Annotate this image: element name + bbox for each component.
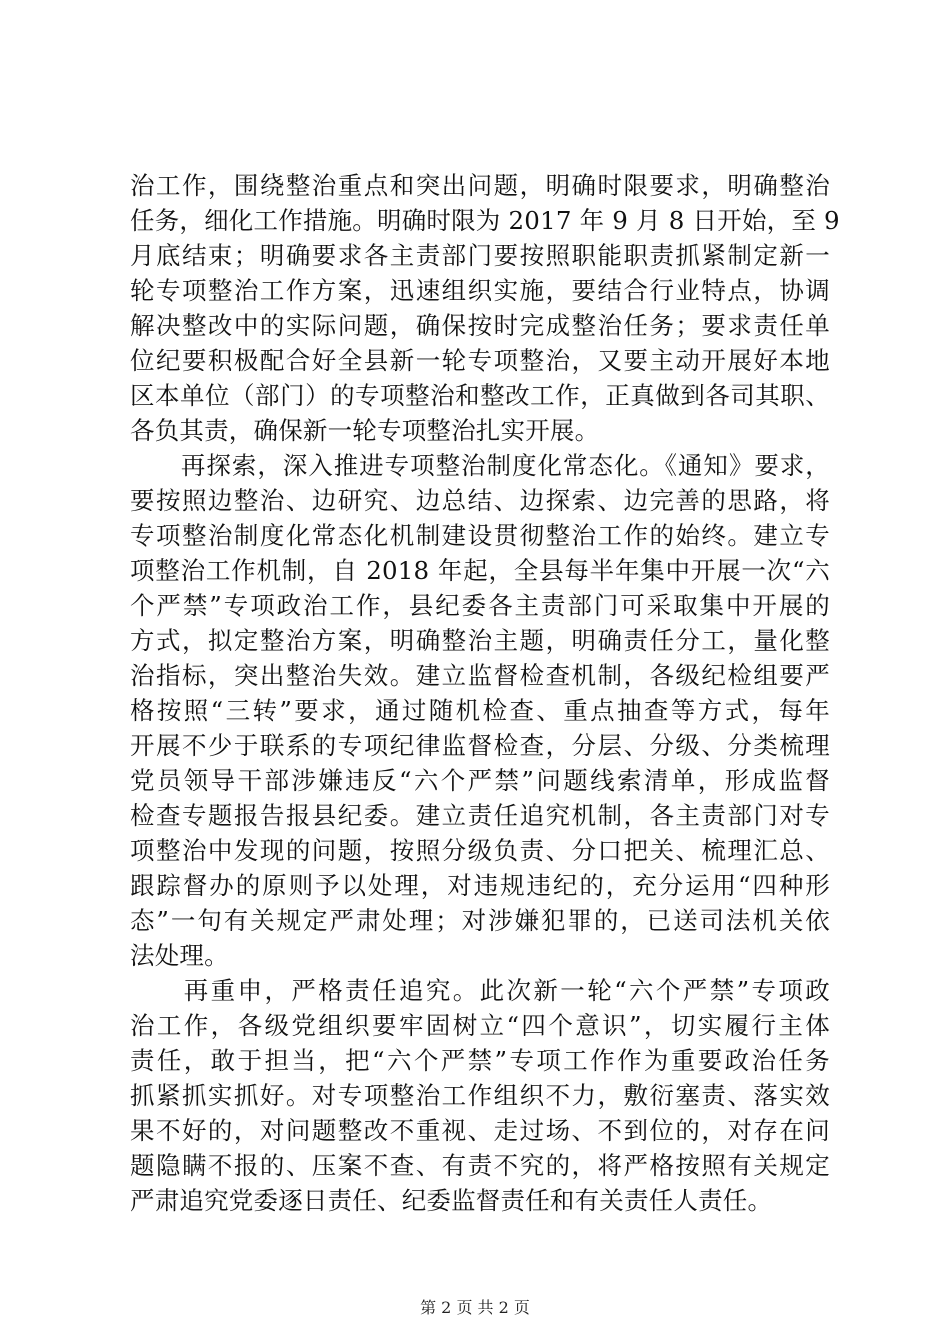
text-line: 解决整改中的实际问题，确保按时完成整治任务；要求责任单: [130, 311, 830, 340]
text-line: 格按照“三转”要求，通过随机检查、重点抽查等方式，每年: [130, 696, 830, 725]
text-line: 开展不少于联系的专项纪律监督检查，分层、分级、分类梳理: [130, 731, 830, 760]
text-line: 跟踪督办的原则予以处理，对违规违纪的，充分运用“四种形: [130, 871, 830, 900]
text-line: 治工作，围绕整治重点和突出问题，明确时限要求，明确整治: [130, 171, 830, 200]
text-line: 专项整治制度化常态化机制建设贯彻整治工作的始终。建立专: [130, 521, 830, 550]
text-line: 题隐瞒不报的、压案不查、有责不究的，将严格按照有关规定: [130, 1151, 830, 1180]
text-line: 方式，拟定整治方案，明确整治主题，明确责任分工，量化整: [130, 626, 830, 655]
text-line: 再重申，严格责任追究。此次新一轮“六个严禁”专项政: [130, 976, 830, 1005]
text-line: 任务，细化工作措施。明确时限为 2017 年 9 月 8 日开始，至 9: [130, 206, 840, 235]
text-line: 责任，敢于担当，把“六个严禁”专项工作作为重要政治任务: [130, 1046, 830, 1075]
text-line: 再探索，深入推进专项整治制度化常态化。《通知》要求，: [130, 451, 830, 480]
text-line: 区本单位（部门）的专项整治和整改工作，正真做到各司其职、: [130, 381, 830, 410]
text-line: 态”一句有关规定严肃处理；对涉嫌犯罪的，已送司法机关依: [130, 906, 830, 935]
text-line: 要按照边整治、边研究、边总结、边探索、边完善的思路，将: [130, 486, 830, 515]
text-line: 各负其责，确保新一轮专项整治扎实开展。: [130, 416, 600, 445]
text-line: 月底结束；明确要求各主责部门要按照职能职责抓紧制定新一: [130, 241, 830, 270]
text-line: 治指标，突出整治失效。建立监督检查机制，各级纪检组要严: [130, 661, 830, 690]
text-line: 抓紧抓实抓好。对专项整治工作组织不力，敷衍塞责、落实效: [130, 1081, 830, 1110]
text-line: 项整治工作机制，自 2018 年起，全县每半年集中开展一次“六: [130, 556, 830, 585]
text-line: 项整治中发现的问题，按照分级负责、分口把关、梳理汇总、: [130, 836, 830, 865]
text-line: 法处理。: [130, 941, 229, 970]
document-body: [130, 168, 840, 1218]
page-footer: 第 2 页 共 2 页: [420, 1298, 530, 1317]
text-line: 果不好的，对问题整改不重视、走过场、不到位的，对存在问: [130, 1116, 830, 1145]
text-line: 严肃追究党委逐日责任、纪委监督责任和有关责任人责任。: [130, 1186, 773, 1215]
text-line: 治工作，各级党组织要牢固树立“四个意识”，切实履行主体: [130, 1011, 830, 1040]
text-line: 党员领导干部涉嫌违反“六个严禁”问题线索清单，形成监督: [130, 766, 830, 795]
text-line: 位纪要积极配合好全县新一轮专项整治，又要主动开展好本地: [130, 346, 830, 375]
text-line: 轮专项整治工作方案，迅速组织实施，要结合行业特点，协调: [130, 276, 830, 305]
text-line: 检查专题报告报县纪委。建立责任追究机制，各主责部门对专: [130, 801, 830, 830]
text-line: 个严禁”专项政治工作，县纪委各主责部门可采取集中开展的: [130, 591, 830, 620]
